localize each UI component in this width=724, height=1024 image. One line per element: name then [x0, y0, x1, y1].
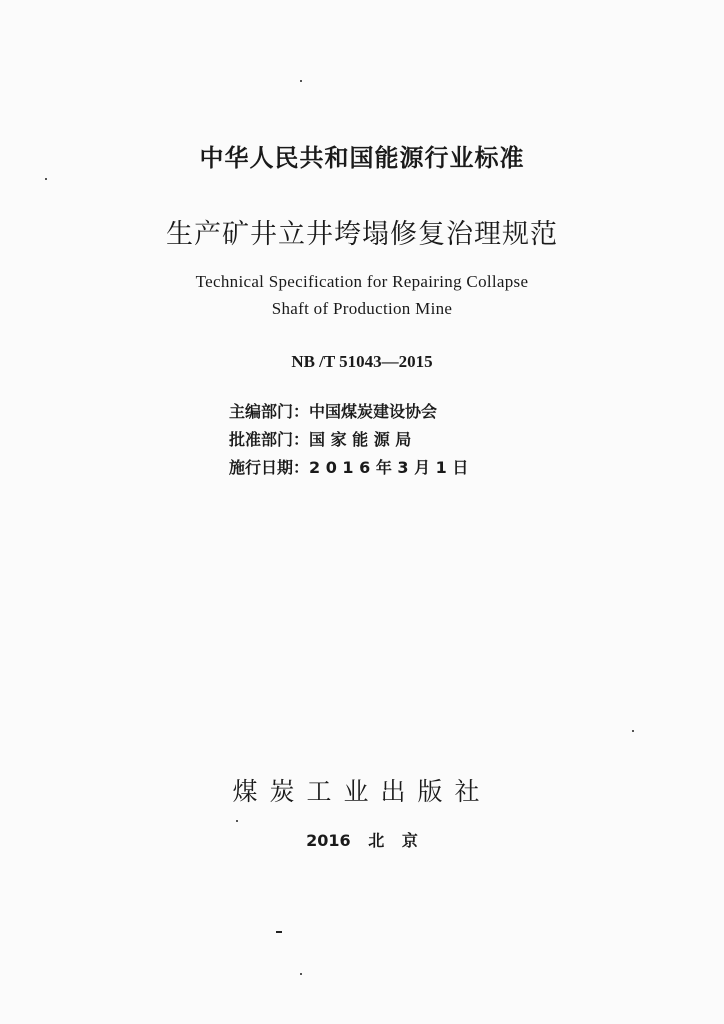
standard-code: NB /T 51043—2015: [291, 352, 433, 371]
effective-date-value: 2 0 1 6 年 3 月 1 日: [309, 458, 469, 477]
scan-speck: [300, 973, 302, 975]
document-title-chinese: 生产矿井立井垮塌修复治理规范: [166, 219, 558, 250]
scan-speck: [236, 820, 238, 822]
approver-row: [229, 426, 468, 454]
editor-row: [229, 398, 468, 426]
effective-date-row: [229, 454, 468, 482]
scan-speck: [45, 178, 47, 180]
scan-speck: [276, 931, 282, 933]
publication-year-city: 2016 北 京: [306, 831, 418, 850]
effective-date-label: 施行日期：: [229, 458, 310, 477]
publisher-name: 煤炭工业出版社: [232, 777, 492, 806]
scan-speck: [300, 80, 302, 82]
approver-label: 批准部门：: [229, 430, 310, 449]
standard-type-heading: 中华人民共和国能源行业标准: [199, 144, 525, 172]
issuance-info: [229, 398, 468, 482]
scan-speck: [632, 730, 634, 732]
document-title-english-line-1: Technical Specification for Repairing Collapse: [195, 272, 529, 291]
editor-label: 主编部门：: [229, 402, 310, 421]
document-title-english-line-2: Shaft of Production Mine: [271, 299, 453, 318]
editor-value: 中国煤炭建设协会: [309, 402, 438, 421]
approver-value: 国 家 能 源 局: [309, 430, 412, 449]
